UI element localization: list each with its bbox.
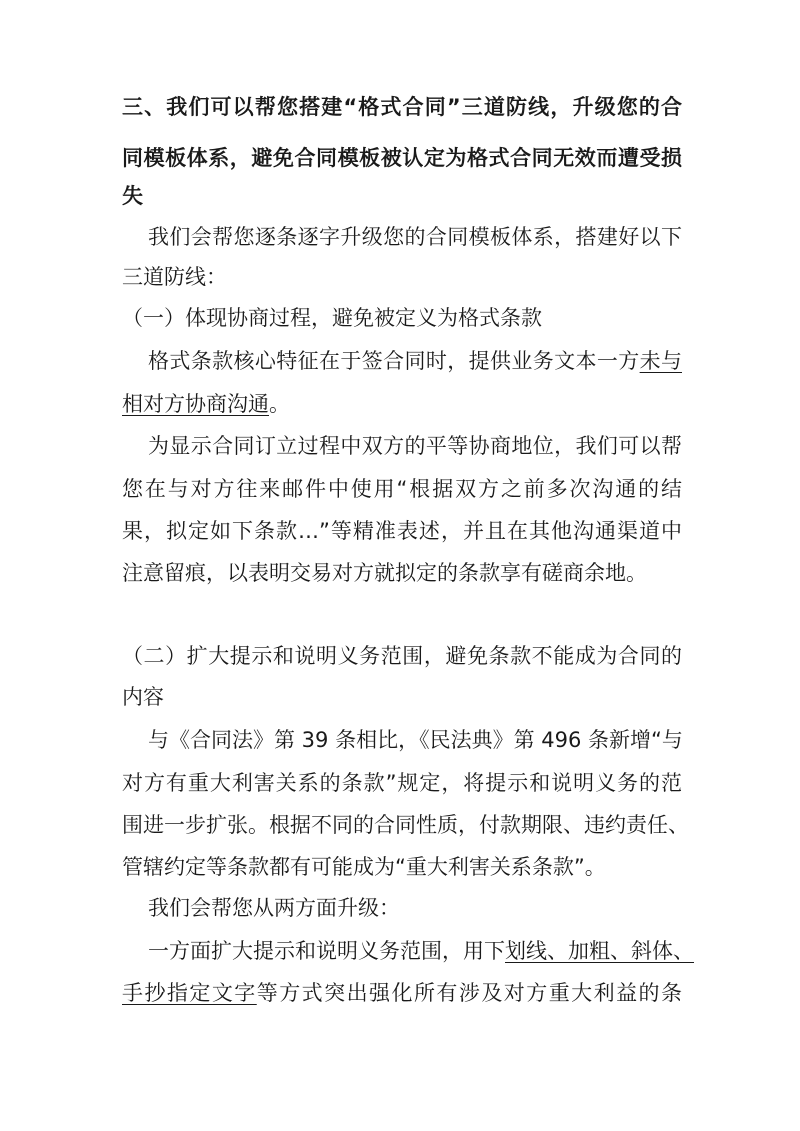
section-2-p1-line-1: 与《合同法》第 39 条相比，《民法典》第 496 条新增“与 xyxy=(148,728,683,752)
section-1-p2-line-2: 您在与对方往来邮件中使用“根据双方之前多次沟通的结 xyxy=(122,477,682,501)
section-2-p1-line-2: 对方有重大利害关系的条款”规定，将提示和说明义务的范 xyxy=(122,771,682,795)
underlined-text: 相对方协商沟通 xyxy=(122,392,269,416)
section-2-title-line-2: 内容 xyxy=(122,685,164,709)
heading-line-3: 失 xyxy=(122,184,143,208)
section-1-p2-line-3: 果，拟定如下条款…”等精准表述，并且在其他沟通渠道中 xyxy=(122,519,682,543)
section-2-title-line-1: （二）扩大提示和说明义务范围，避免条款不能成为合同的 xyxy=(122,644,682,668)
underlined-text: 手抄指定文字 xyxy=(122,981,257,1005)
underlined-text: 未与 xyxy=(639,349,682,373)
section-1-p2-line-4: 注意留痕，以表明交易对方就拟定的条款享有磋商余地。 xyxy=(122,561,647,585)
heading-line-2: 同模板体系，避免合同模板被认定为格式合同无效而遭受损 xyxy=(122,146,682,170)
section-2-p3-line-2 xyxy=(122,978,682,1008)
section-1-p1-line-1 xyxy=(148,346,682,376)
section-2-p2: 我们会帮您从两方面升级： xyxy=(148,896,400,920)
text-run: 格式条款核心特征在于签合同时，提供业务文本一方 xyxy=(148,349,640,373)
intro-line-1: 我们会帮您逐条逐字升级您的合同模板体系，搭建好以下 xyxy=(148,225,682,249)
section-1-title: （一）体现协商过程，避免被定义为格式条款 xyxy=(122,306,542,330)
text-run: 一方面扩大提示和说明义务范围，用下 xyxy=(148,939,505,963)
section-2-p3-line-1 xyxy=(148,936,694,966)
heading-line-1: 三、我们可以帮您搭建“格式合同”三道防线，升级您的合 xyxy=(122,95,682,119)
underlined-text: 划线、加粗、斜体、 xyxy=(505,939,694,963)
intro-line-2: 三道防线： xyxy=(122,265,227,289)
section-1-p2-line-1: 为显示合同订立过程中双方的平等协商地位，我们可以帮 xyxy=(148,434,682,458)
section-2-p1-line-3: 围进一步扩张。根据不同的合同性质，付款期限、违约责任、 xyxy=(122,813,689,837)
section-2-p1-line-4: 管辖约定等条款都有可能成为“重大利害关系条款”。 xyxy=(122,855,606,879)
section-1-p1-line-2 xyxy=(122,389,682,419)
text-run: 。 xyxy=(269,392,290,416)
text-run: 等方式突出强化所有涉及对方重大利益的条 xyxy=(256,981,682,1005)
